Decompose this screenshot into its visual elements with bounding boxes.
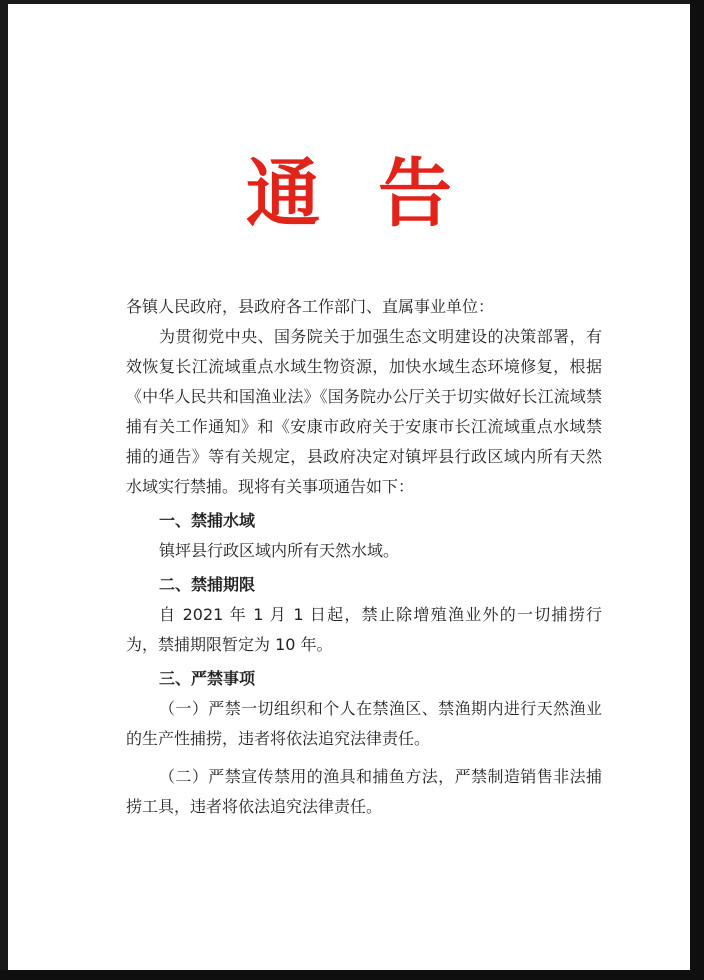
paragraph-gap — [126, 754, 602, 762]
scan-edge-right — [690, 0, 704, 980]
section-paragraph-waters: 镇坪县行政区域内所有天然水域。 — [159, 541, 400, 560]
section-heading-prohibitions: 三、严禁事项 — [159, 669, 256, 688]
section-heading-period: 二、禁捕期限 — [159, 575, 256, 594]
intro-paragraph: 为贯彻党中央、国务院关于加强生态文明建设的决策部署，有效恢复长江流域重点水域生物资源，加快水域生态环境修复，根据《中华人民共和国渔业法》《国务院办公厅关于切实做好长江流域禁捕有关工作通知》和《安康市政府关于安康市长江流域重点水域禁捕的通告》等有关规定，县政府决定对镇坪县行政区域内所有天然水域实行禁捕。现将有关事项通告如下： — [126, 327, 602, 496]
document-page — [8, 4, 690, 970]
salutation: 各镇人民政府，县政府各工作部门、直属事业单位： — [126, 297, 495, 316]
section-paragraph-period: 自 2021 年 1 月 1 日起，禁止除增殖渔业外的一切捕捞行为，禁捕期限暂定为 10 年。 — [126, 605, 602, 654]
scan-edge-bottom — [0, 970, 704, 980]
prohibition-item-1: （一）严禁一切组织和个人在禁渔区、禁渔期内进行天然渔业的生产性捕捞，违者将依法追究法律责任。 — [126, 699, 602, 748]
prohibition-item-2: （二）严禁宣传禁用的渔具和捕鱼方法，严禁制造销售非法捕捞工具，违者将依法追究法律责任。 — [126, 767, 602, 816]
section-heading-waters: 一、禁捕水域 — [159, 511, 256, 530]
notice-body — [126, 292, 602, 822]
notice-title: 通告 — [246, 151, 510, 237]
